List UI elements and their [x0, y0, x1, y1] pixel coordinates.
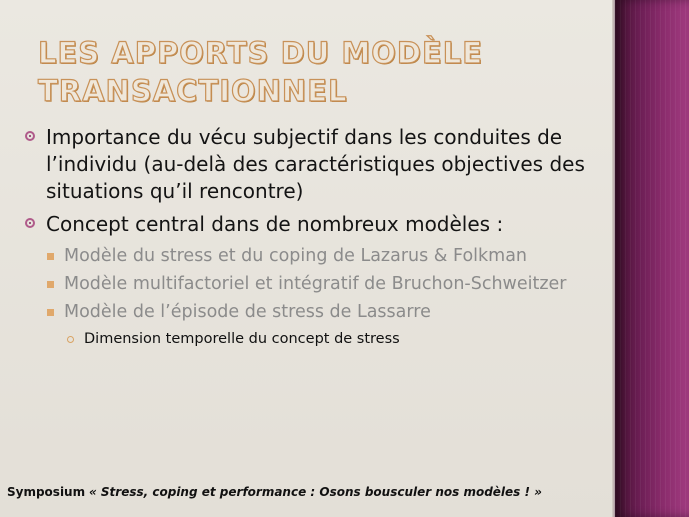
square-bullet-icon	[47, 253, 54, 260]
sub-sub-bullet-dimension	[24, 328, 604, 350]
footer-label: Symposium	[7, 485, 86, 499]
sub-sub-bullet-text: Dimension temporelle du concept de stress	[84, 331, 400, 347]
sub-bullet-text: Modèle multifactoriel et intégratif de Bruchon-Schweitzer	[64, 274, 567, 294]
square-bullet-icon	[47, 309, 54, 316]
title-line-1: LES APPORTS DU MODÈLE	[38, 36, 484, 70]
bullet-concept-central	[24, 211, 604, 238]
footer-quote: « Stress, coping et performance : Osons bousculer nos modèles ! »	[88, 485, 542, 499]
slide-title	[38, 34, 483, 110]
bullet-text: Concept central dans de nombreux modèles :	[46, 212, 504, 236]
sub-bullet-bruchon	[24, 272, 604, 297]
sub-bullet-lazarus	[24, 244, 604, 269]
small-ring-bullet-icon	[67, 336, 74, 343]
title-line-2: TRANSACTIONNEL	[38, 74, 348, 108]
slide-body	[24, 124, 604, 350]
ring-bullet-icon	[25, 218, 35, 228]
bullet-importance	[24, 124, 604, 205]
sub-bullet-lassarre	[24, 300, 604, 325]
bullet-text: Importance du vécu subjectif dans les conduites de l’individu (au-delà des caractéristiques objectives des situations qu’il rencontre)	[46, 125, 585, 203]
ring-bullet-icon	[25, 131, 35, 141]
sub-bullet-text: Modèle de l’épisode de stress de Lassarre	[64, 302, 431, 322]
sub-bullet-text: Modèle du stress et du coping de Lazarus & Folkman	[64, 246, 528, 266]
square-bullet-icon	[47, 281, 54, 288]
footer-caption	[7, 485, 542, 499]
decorative-side-band	[615, 0, 689, 517]
